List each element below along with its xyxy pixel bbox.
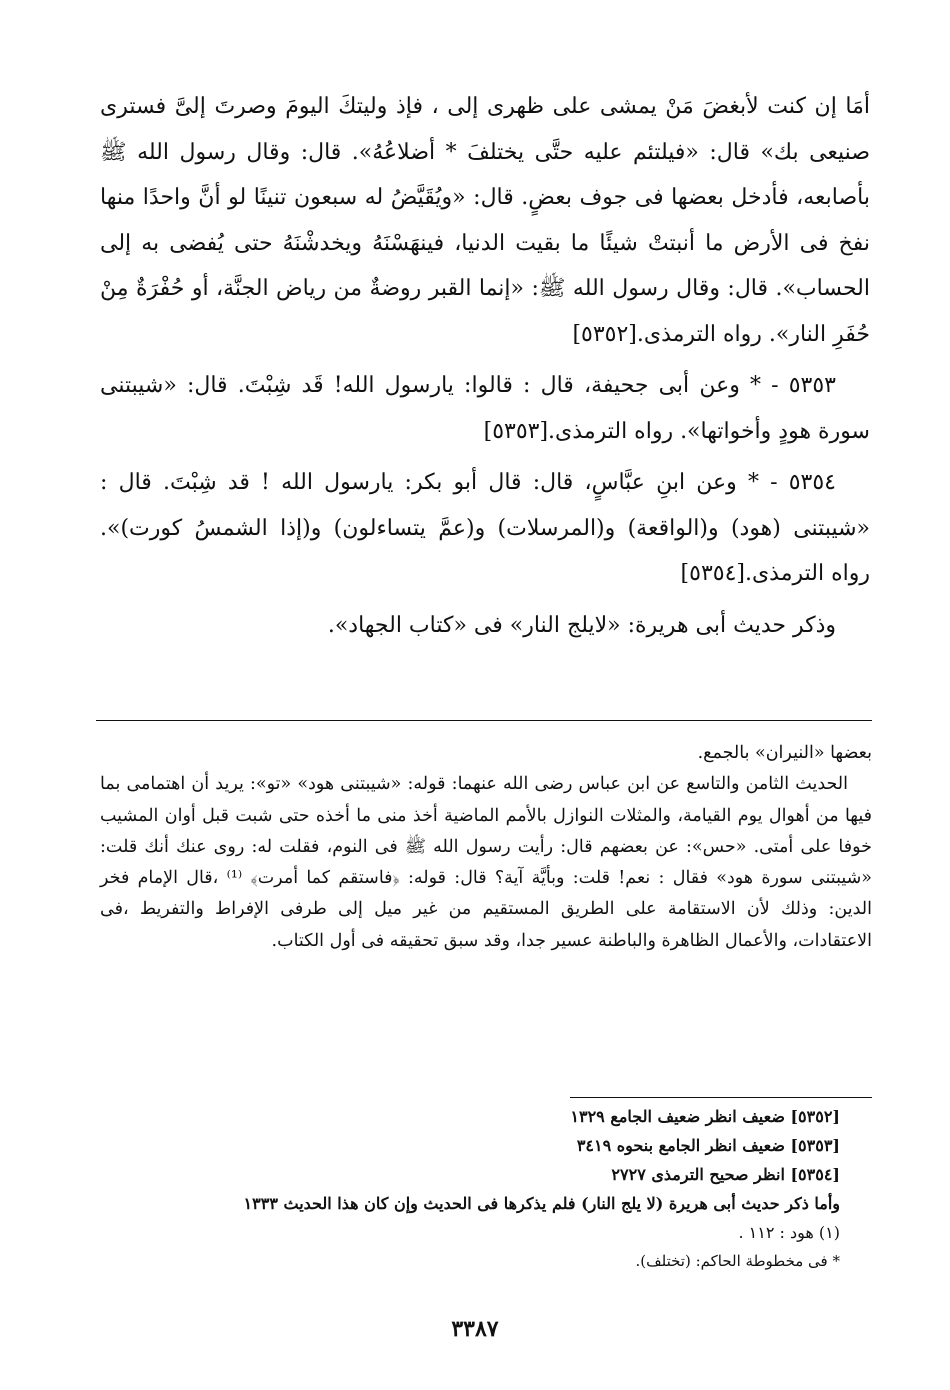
commentary-paragraph: الحديث الثامن والتاسع عن ابن عباس رضى الله عنهما: قوله: «شيبتنى هود» «تو»: يريد أن اهتمامى بما فيها من أهوال يوم القيامة، والمثلات النوازل بالأمم الماضية أخذ منى ما أخذه حتى شبت قبل أوان المشيب خوفا على أمتى. «حس»: عن بعضهم قال: رأيت رسول الله ﷺ فى النوم، فقلت له: روى عنك أنك قلت: «شيبتنى سورة هود» فقال : نعم! قلت: وبأيَّة آية؟ قال: قوله: ﴿فاستقم كما أمرت﴾ ⁽¹⁾ ،قال الإمام فخر الدين: وذلك لأن الاستقامة على الطريق المستقيم من غير ميل إلى طرفى الإفراط والتفريط ،فى الاعتقادات، والأعمال الظاهرة والباطنة عسير جدا، وقد سبق تحقيقه فى أول الكتاب. — [100, 774, 872, 951]
reference-5353: [٥٣٥٣] ضعيف انظر الجامع بنحوه ٣٤١٩ — [576, 1136, 840, 1155]
hadith-paragraph-5354: ٥٣٥٤ - * وعن ابنِ عبَّاسٍ، قال: قال أبو بكر: يارسول الله ! قد شِبْتَ. قال : «شيبتنى (هود) و(الواقعة) و(المرسلات) و(عمَّ يتساءلون) و(إذا الشمسُ كورت)». رواه الترمذى.[٥٣٥٤] — [100, 470, 870, 586]
footnote-divider — [570, 1097, 872, 1098]
reference-5354: [٥٣٥٤] انظر صحيح الترمذى ٢٧٢٧ — [611, 1165, 840, 1184]
hadith-paragraph-5352: أمَا إن كنت لأبغضَ مَنْ يمشى على ظهرى إلى ، فإذ وليتكَ اليومَ وصرتَ إلىَّ فسترى صنيعى بك» قال: «فيلتئم عليه حتَّى يختلفَ * أضلاعُهُ». قال: وقال رسول الله ﷺ بأصابعه، فأدخل بعضها فى جوف بعضٍ. قال: «ويُقَيَّضُ له سبعون تنينًا لو أنَّ واحدًا منها نفخ فى الأرض ما أنبتتْ شيئًا ما بقيت الدنيا، فينهَسْنَهُ ويخدشْنَهُ حتى يُفضى به إلى الحساب». قال: وقال رسول الله ﷺ: «إنما القبر روضةٌ من رياض الجنَّة، أو حُفْرَةٌ مِنْ حُفَرِ النار». رواه الترمذى.[٥٣٥٢] — [100, 94, 871, 347]
footnote-star: * فى مخطوطة الحاكم: (تختلف). — [635, 1252, 840, 1270]
cross-reference-paragraph: وذكر حديث أبى هريرة: «لايلج النار» فى «كتاب الجهاد». — [327, 612, 836, 638]
footnote-1: (١) هود : ١١٢ . — [738, 1223, 840, 1242]
references-section — [150, 1102, 840, 1276]
page-number: ٣٣٨٧ — [451, 1316, 499, 1342]
main-text — [100, 84, 870, 648]
reference-5352: [٥٣٥٢] ضعيف انظر ضعيف الجامع ١٣٢٩ — [570, 1107, 840, 1126]
hadith-paragraph-5353: ٥٣٥٣ - * وعن أبى جحيفة، قال : قالوا: يارسول الله! قَد شِبْتَ. قال: «شيبتنى سورة هودٍ وأخواتها». رواه الترمذى.[٥٣٥٣] — [100, 373, 870, 444]
commentary-section — [100, 738, 872, 957]
commentary-line: بعضها «النيران» بالجمع. — [697, 743, 872, 763]
reference-note: وأما ذكر حديث أبى هريرة (لا يلج النار) فلم يذكرها فى الحديث وإن كان هذا الحديث ١٣٣٣ — [243, 1194, 840, 1213]
section-divider — [96, 720, 872, 721]
